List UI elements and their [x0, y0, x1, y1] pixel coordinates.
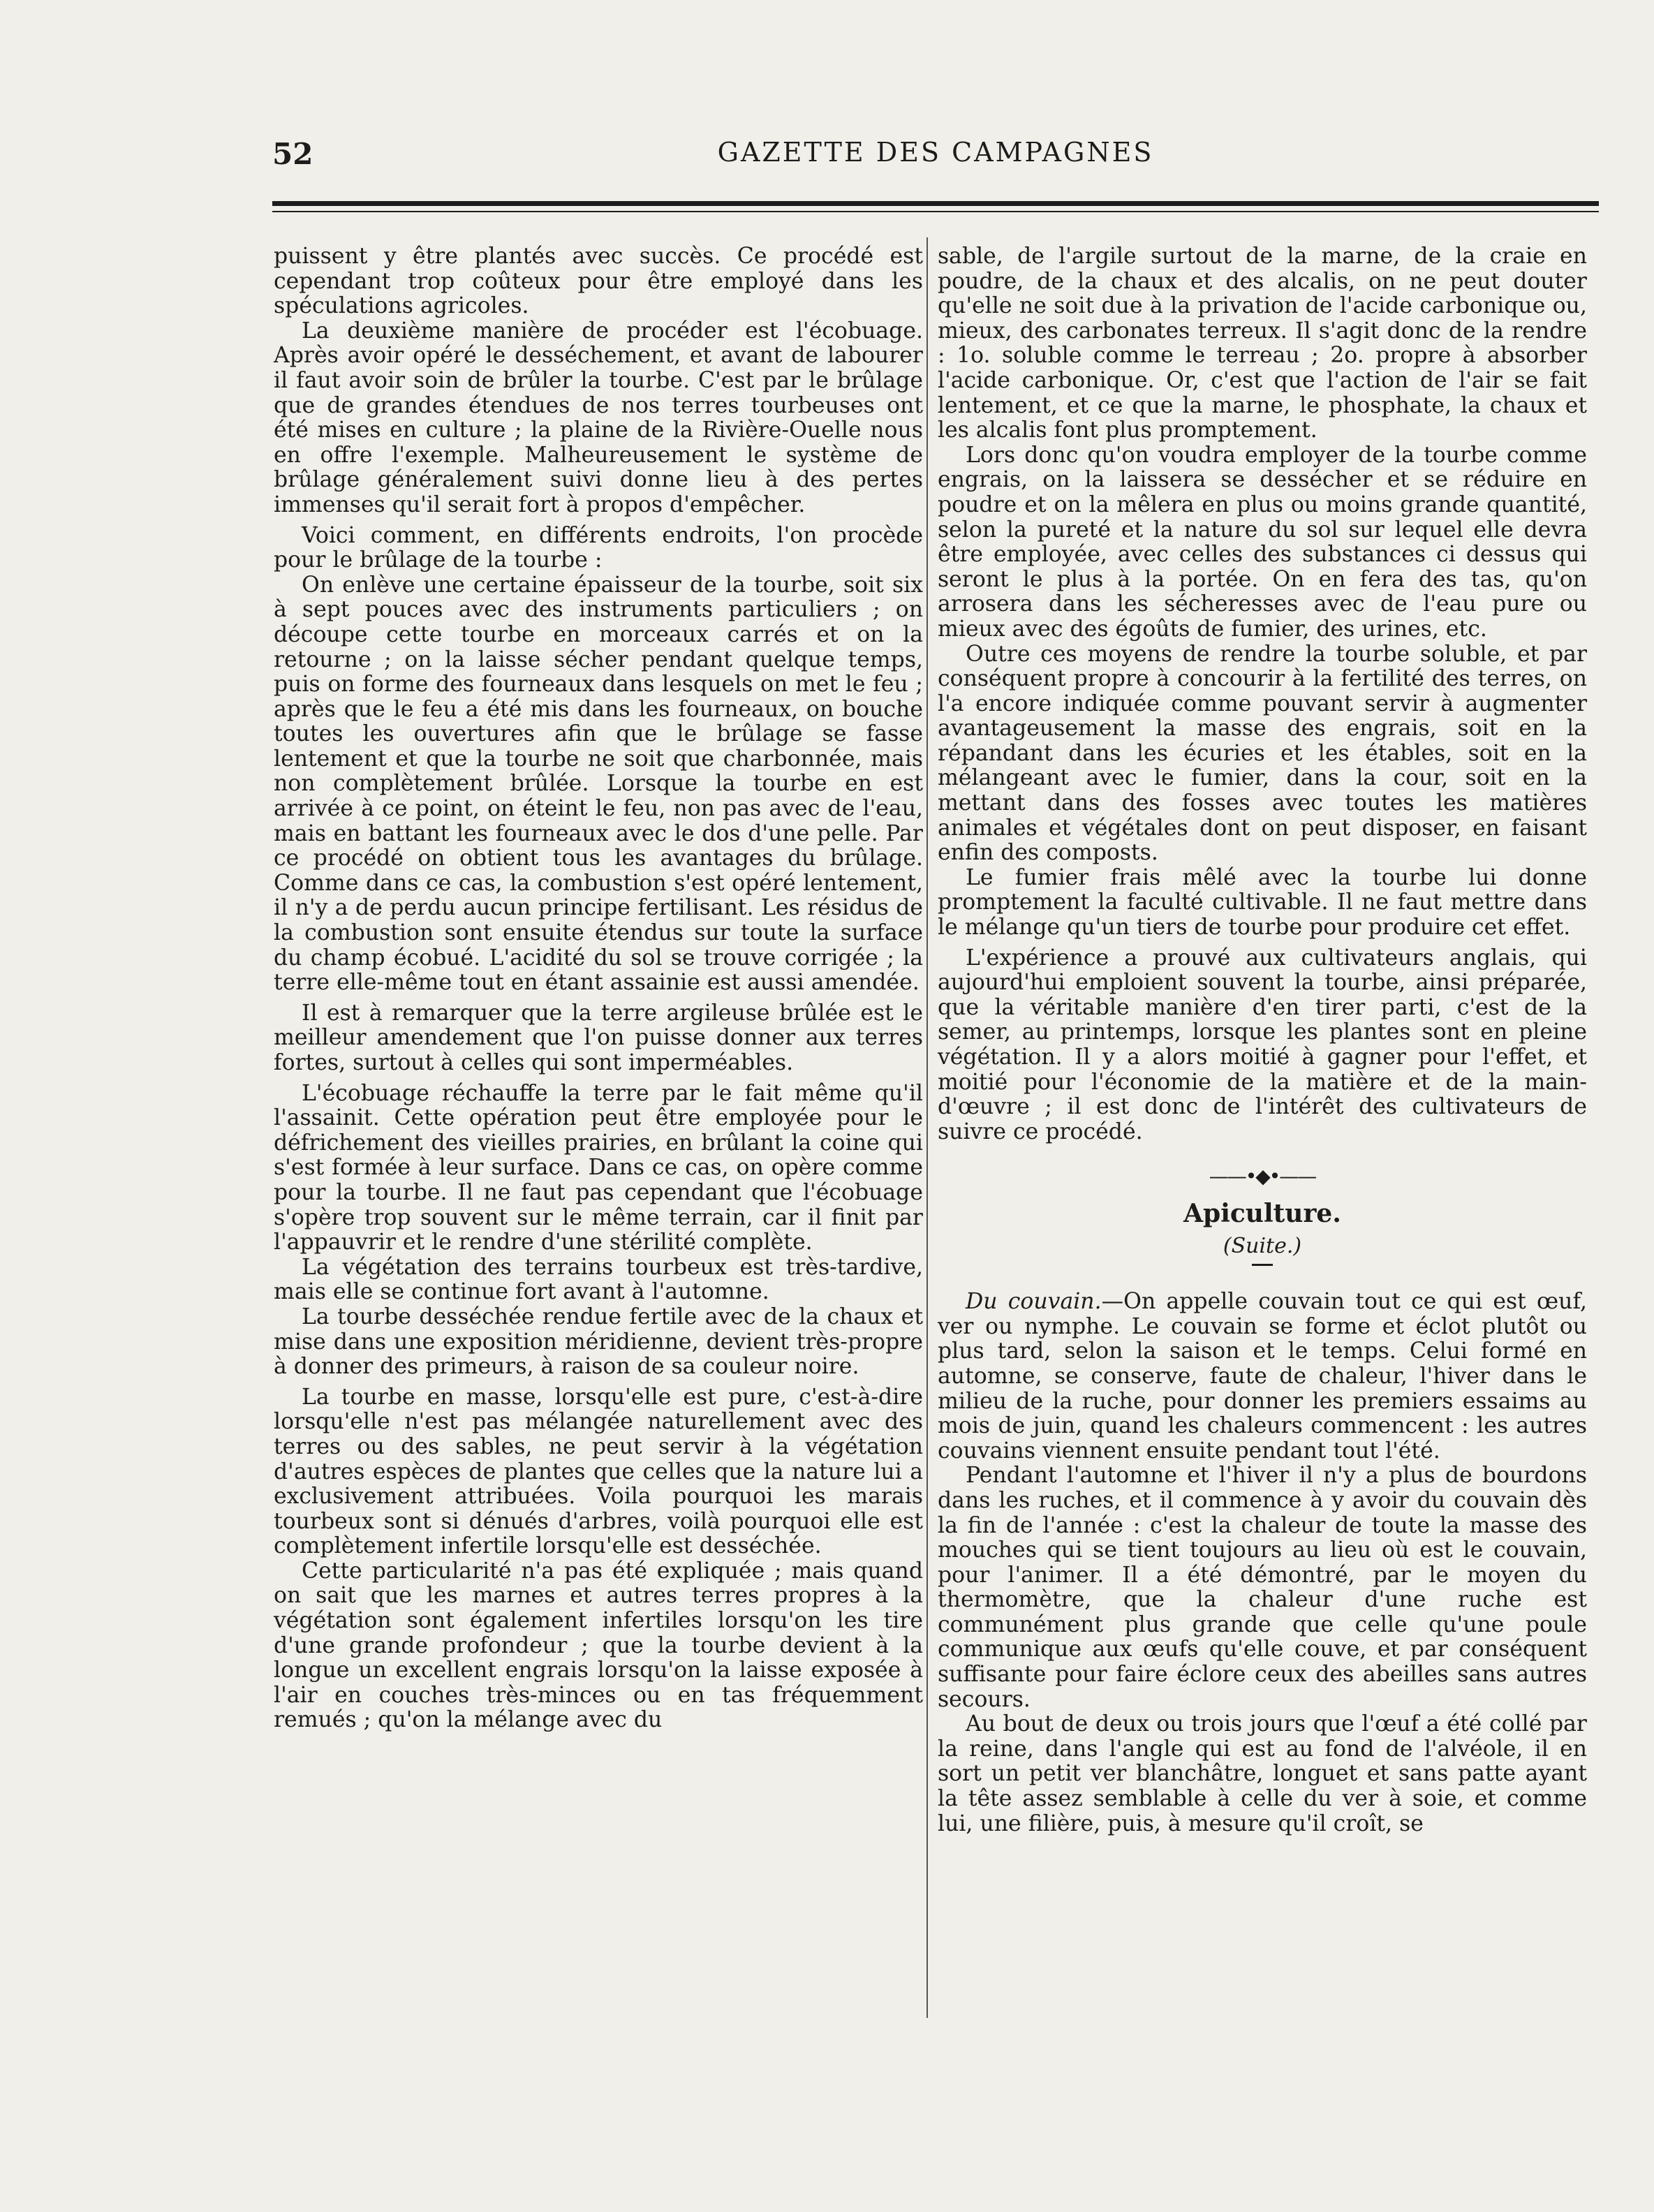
page-header [272, 137, 1599, 179]
paragraph: L'écobuage réchauffe la terre par le fait même qu'il l'assainit. Cette opération peut être employée pour le défrichement des vieilles prairies, en brûlant la coine qui s'est formée à leur surface. Dans ce cas, on opère comme pour la tourbe. Il ne faut pas cependant que l'écobuage s'opère trop souvent sur le même terrain, car il finit par l'appauvrir et le rendre d'une stérilité complète. [274, 1080, 923, 1255]
paragraph: puissent y être plantés avec succès. Ce procédé est cependant trop coûteux pour être employé dans les spéculations agricoles. [274, 244, 923, 319]
column-divider [926, 237, 928, 2018]
paragraph: Lors donc qu'on voudra employer de la tourbe comme engrais, on la laissera se dessécher et se réduire en poudre et on la mêlera en plus ou moins grande quantité, selon la pureté et la nature du sol sur lequel elle devra être employée, avec celles des substances ci dessus qui seront le plus à la portée. On en fera des tas, qu'on arrosera dans les sécheresses avec de l'eau pure ou mieux avec des égoûts de fumier, des urines, etc. [938, 442, 1587, 642]
paragraph [938, 1290, 1587, 1463]
paragraph: Pendant l'automne et l'hiver il n'y a plus de bourdons dans les ruches, et il commence à y avoir du couvain dès la fin de l'année : c'est la chaleur de toute la masse des mouches qui se tient toujours au lieu où est le couvain, pour l'animer. Il a été démontré, par le moyen du thermomètre, que la chaleur d'une ruche est communément plus grande que celle qu'une poule communique aux œufs qu'elle couve, et par conséquent suffisante pour faire éclore ceux des abeilles sans autres secours. [938, 1463, 1587, 1712]
running-title: GAZETTE DES CAMPAGNES [717, 137, 1154, 168]
paragraph-lead: Du couvain. [966, 1289, 1102, 1315]
paragraph: La deuxième manière de procéder est l'écobuage. Après avoir opéré le desséchement, et avant de labourer il faut avoir soin de brûler la tourbe. C'est par le brûlage que de grandes étendues de nos terres tourbeuses ont été mises en culture ; la plaine de la Rivière-Ouelle nous en offre l'exemple. Malheureusement le système de brûlage généralement suivi donne lieu à des pertes immenses qu'il serait fort à propos d'empêcher. [274, 318, 923, 517]
paragraph: sable, de l'argile surtout de la marne, de la craie en poudre, de la chaux et des alcalis, on ne peut douter qu'elle ne soit due à la privation de l'acide carbonique ou, mieux, des carbonates terreux. Il s'agit donc de la rendre : 1o. soluble comme le terreau ; 2o. propre à absorber l'acide carbonique. Or, c'est que l'action de l'air se fait lentement, et ce que la marne, le phosphate, la chaux et les alcalis font plus promptement. [938, 244, 1587, 443]
section-title: Apiculture. [1183, 1198, 1341, 1228]
paragraph: On enlève une certaine épaisseur de la tourbe, soit six à sept pouces avec des instruments particuliers ; on découpe cette tourbe en morceaux carrés et on la retourne ; on la laisse sécher pendant quelque temps, puis on forme des fourneaux dans lesquels on met le feu ; après que le feu a été mis dans les fourneaux, on bouche toutes les ouvertures afin que le brûlage se fasse lentement et que la tourbe ne soit que charbonnée, mais non complètement brûlée. Lorsque la tourbe en est arrivée à ce point, on éteint le feu, non pas avec de l'eau, mais en battant les fourneaux avec le dos d'une pelle. Par ce procédé on obtient tous les avantages du brûlage. Comme dans ce cas, la combustion s'est opéré lentement, il n'y a de perdu aucun principe fertilisant. Les résidus de la combustion sont ensuite étendus sur toute la surface du champ écobué. L'acidité du sol se trouve corrigée ; la terre elle-même tout en étant assainie est aussi amendée. [274, 572, 923, 996]
paragraph: L'expérience a prouvé aux cultivateurs anglais, qui aujourd'hui emploient souvent la tourbe, ainsi préparée, que la véritable manière d'en tirer parti, c'est de la semer, au printemps, lorsque les plantes sont en pleine végétation. Il y a alors moitié à gagner pour l'effet, et moitié pour l'économie de la matière et de la main-d'œuvre ; il est donc de l'intérêt des cultivateurs de suivre ce procédé. [938, 945, 1587, 1144]
paragraph: Cette particularité n'a pas été expliquée ; mais quand on sait que les marnes et autres terres propres à la végétation sont également infertiles lorsqu'on les tire d'une grande profondeur ; que la tourbe devient à la longue un excellent engrais lorsqu'on la laisse exposée à l'air en couches très-minces ou en tas fréquemment remués ; qu'on la mélange avec du [274, 1558, 923, 1733]
paragraph: La tourbe en masse, lorsqu'elle est pure, c'est-à-dire lorsqu'elle n'est pas mélangée naturellement avec des terres ou des sables, ne peut servir à la végétation d'autres espèces de plantes que celles que la nature lui a exclusivement attribuées. Voila pourquoi les marais tourbeux sont si dénués d'arbres, voilà pourquoi elle est complètement infertile lorsqu'elle est desséchée. [274, 1384, 923, 1559]
paragraph: La tourbe desséchée rendue fertile avec de la chaux et mise dans une exposition méridienne, devient très-propre à donner des primeurs, à raison de sa couleur noire. [274, 1304, 923, 1380]
section-short-rule [1252, 1264, 1273, 1266]
header-rule-thin [272, 211, 1599, 212]
paragraph: Il est à remarquer que la terre argileuse brûlée est le meilleur amendement que l'on puisse donner aux terres fortes, surtout à celles qui sont imperméables. [274, 1000, 923, 1075]
paragraph: Voici comment, en différents endroits, l'on procède pour le brûlage de la tourbe : [274, 522, 923, 573]
section-subtitle: (Suite.) [1223, 1233, 1302, 1258]
section-ornament: ——•◆•—— [1209, 1165, 1316, 1188]
paragraph-text: —On appelle couvain tout ce qui est œuf, ver ou nymphe. Le couvain se forme et éclot plutôt ou plus tard, selon la saison et le temps. Celui formé en automne, se conserve, faute de chaleur, l'hiver dans le milieu de la ruche, pour donner les premiers essaims au mois de juin, quand les chaleurs commencent : les autres couvains viennent ensuite pendant tout l'été. [938, 1289, 1588, 1463]
paragraph: Outre ces moyens de rendre la tourbe soluble, et par conséquent propre à concourir à la fertilité des terres, on l'a encore indiquée comme pouvant servir à augmenter avantageusement la masse des engrais, soit en la répandant dans les écuries et les étables, soit en la mélangeant avec le fumier, dans la cour, soit en la mettant dans des fosses avec toutes les matières animales et végétales dont on peut disposer, en faisant enfin des composts. [938, 641, 1587, 866]
page-number: 52 [272, 137, 313, 171]
left-column [274, 244, 923, 1733]
paragraph: Au bout de deux ou trois jours que l'œuf a été collé par la reine, dans l'angle qui est au fond de l'alvéole, il en sort un petit ver blanchâtre, longuet et sans patte ayant la tête assez semblable à celle du ver à soie, et comme lui, une filière, puis, à mesure qu'il croît, se [938, 1711, 1587, 1836]
paragraph: Le fumier frais mêlé avec la tourbe lui donne promptement la faculté cultivable. Il ne faut mettre dans le mélange qu'un tiers de tourbe pour produire cet effet. [938, 864, 1587, 941]
right-column [938, 244, 1587, 1836]
paragraph: La végétation des terrains tourbeux est très-tardive, mais elle se continue fort avant à l'automne. [274, 1254, 923, 1305]
header-rule-thick [272, 201, 1599, 206]
